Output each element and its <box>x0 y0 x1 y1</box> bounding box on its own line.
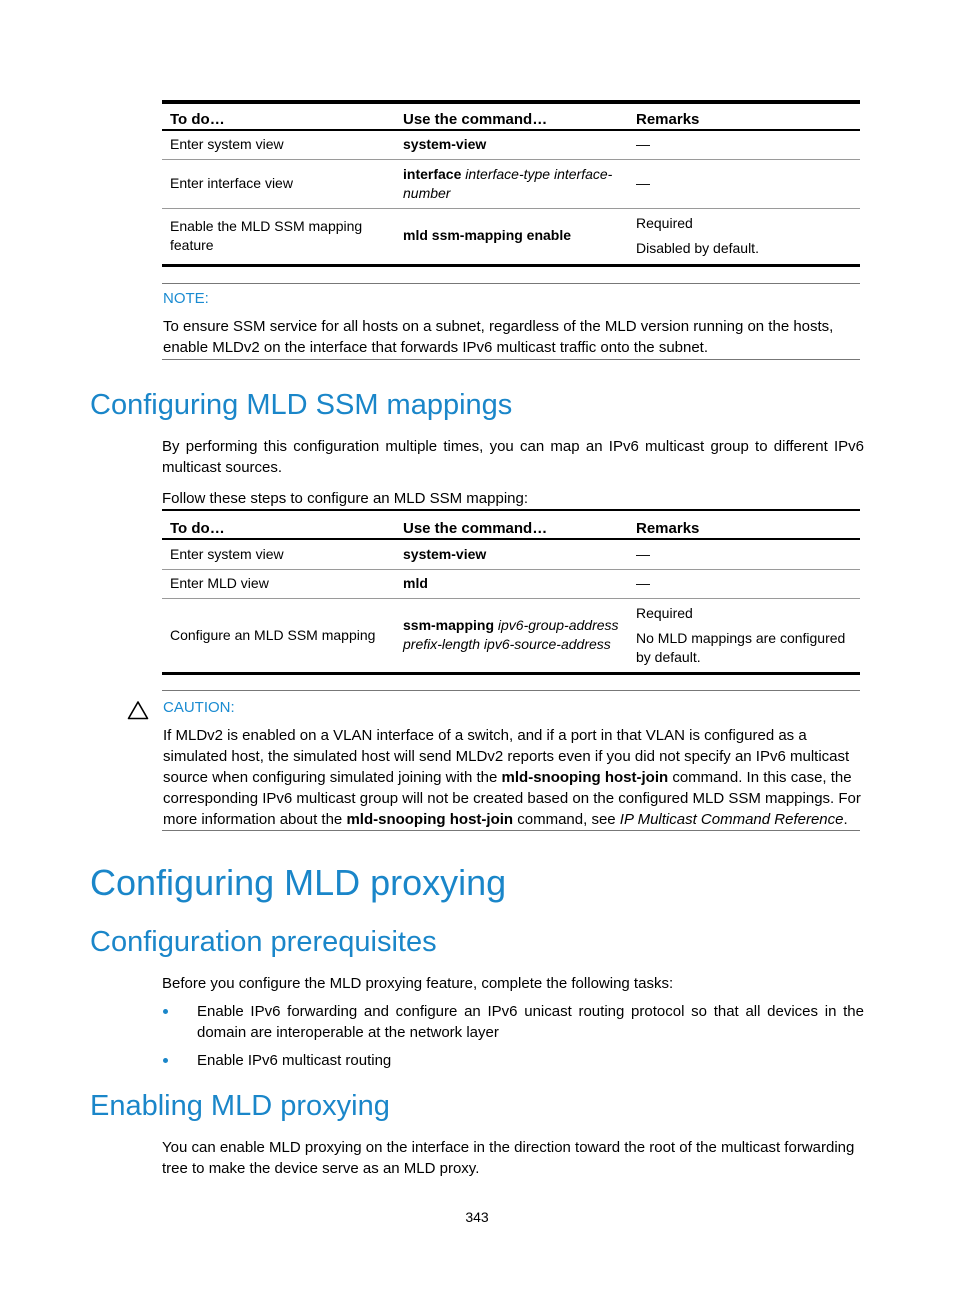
ssm-intro-paragraph: By performing this configuration multiple times, you can map an IPv6 multicast group to different IPv6 multicast sources. <box>162 438 864 476</box>
note-text: To ensure SSM service for all hosts on a subnet, regardless of the MLD version running on the hosts, enable MLDv2 on the interface that forwards IPv6 multicast traffic onto the subnet. <box>163 318 834 356</box>
caution-command-ref: mld-snooping host-join <box>346 811 514 828</box>
table1-cell-remarks: — <box>628 159 860 208</box>
caution-bottom-rule <box>162 830 860 831</box>
table2-cell-todo: Enter system view <box>162 539 395 569</box>
note-top-rule <box>162 283 860 284</box>
caution-label: CAUTION: <box>163 699 235 716</box>
caution-doc-reference: IP Multicast Command Reference <box>619 811 844 828</box>
table1-cell-remarks: Disabled by default. <box>636 239 759 256</box>
table1-header-todo: To do… <box>162 104 395 130</box>
prereq-intro: Before you configure the MLD proxying feature, complete the following tasks: <box>162 975 674 992</box>
caution-command-ref: mld-snooping host-join <box>501 769 669 786</box>
table-row <box>162 159 860 208</box>
table1-cell-remarks: Required <box>636 214 693 231</box>
note-bottom-rule <box>162 359 860 360</box>
table2-cell-remarks: — <box>628 569 860 598</box>
table2-header-todo: To do… <box>162 511 395 539</box>
table1-cell-todo: Enter system view <box>162 130 395 159</box>
table2-header-remarks: Remarks <box>628 511 860 539</box>
caution-text <box>163 725 863 830</box>
table1-cell-remarks: — <box>628 130 860 159</box>
table2-cell-remarks: Required <box>636 604 693 621</box>
table1-cell-todo: Enter interface view <box>162 159 395 208</box>
table2-cell-command: system-view <box>403 545 487 562</box>
table2-cell-todo: Enter MLD view <box>162 569 395 598</box>
prereq-list <box>162 1001 864 1071</box>
table-row <box>162 539 860 569</box>
list-item-text: Enable IPv6 forwarding and configure an IPv6 unicast routing protocol so that all devices in the domain are interoperable at the network layer <box>197 1003 864 1041</box>
table1-cell-command: system-view <box>403 136 487 153</box>
table1-cell-command: interface <box>403 165 462 182</box>
table2-cell-remarks: No MLD mappings are configured by default. <box>636 629 846 665</box>
table-row <box>162 598 860 672</box>
table1-header-command: Use the command… <box>395 104 628 130</box>
table-row <box>162 130 860 159</box>
table1-cell-command-args: interface-type interface-number <box>403 165 613 201</box>
bullet-icon <box>163 1058 168 1063</box>
chapter-title: Configuring MLD proxying <box>90 862 507 903</box>
table-row <box>162 208 860 263</box>
table2-cell-command: ssm-mapping <box>403 617 495 634</box>
warning-triangle-icon <box>127 700 149 725</box>
list-item <box>162 1001 864 1043</box>
table2-header-command: Use the command… <box>395 511 628 539</box>
enable-paragraph: You can enable MLD proxying on the interface in the direction toward the root of the multicast forwarding tree to make the device serve as an MLD proxy. <box>162 1139 855 1177</box>
table-row <box>162 569 860 598</box>
table1-bottom-rule <box>162 264 860 267</box>
table1-cell-command: mld ssm-mapping enable <box>403 227 572 244</box>
table2-cell-command: mld <box>403 575 428 591</box>
section-heading-prerequisites: Configuration prerequisites <box>90 926 437 958</box>
note-label: NOTE: <box>163 290 209 307</box>
page-number: 343 <box>465 1209 489 1225</box>
table1-header-remarks: Remarks <box>628 104 860 130</box>
caution-text-part: If MLDv2 is enabled on a VLAN interface of a switch, and if a port in that VLAN is configured as a simulated host, the simulated host will send MLDv2 reports even if you did not specify an IPv6 multicast source when configuring simulated joining with the <box>163 727 850 786</box>
caution-text-part: . <box>843 811 848 828</box>
command-table-2 <box>162 511 860 672</box>
table2-cell-todo: Configure an MLD SSM mapping <box>162 598 395 672</box>
table2-cell-remarks: — <box>628 539 860 569</box>
caution-top-rule <box>162 690 860 691</box>
table2-bottom-rule <box>162 672 860 675</box>
list-item-text: Enable IPv6 multicast routing <box>197 1052 392 1069</box>
bullet-icon <box>163 1009 168 1014</box>
caution-text-part: command. In this case, the corresponding IPv6 multicast group will not be created based on the configured MLD SSM mappings. For more information about the <box>163 769 861 828</box>
section-heading-ssm-mappings: Configuring MLD SSM mappings <box>90 389 513 421</box>
list-item <box>162 1050 864 1071</box>
ssm-steps-lead: Follow these steps to configure an MLD SSM mapping: <box>162 490 529 507</box>
command-table-1 <box>162 104 860 263</box>
caution-text-part: command, see <box>513 811 620 828</box>
table1-cell-todo: Enable the MLD SSM mapping feature <box>162 208 395 263</box>
table2-cell-command-args: ipv6-group-address prefix-length ipv6-source-address <box>403 617 619 653</box>
section-heading-enabling: Enabling MLD proxying <box>90 1090 390 1122</box>
